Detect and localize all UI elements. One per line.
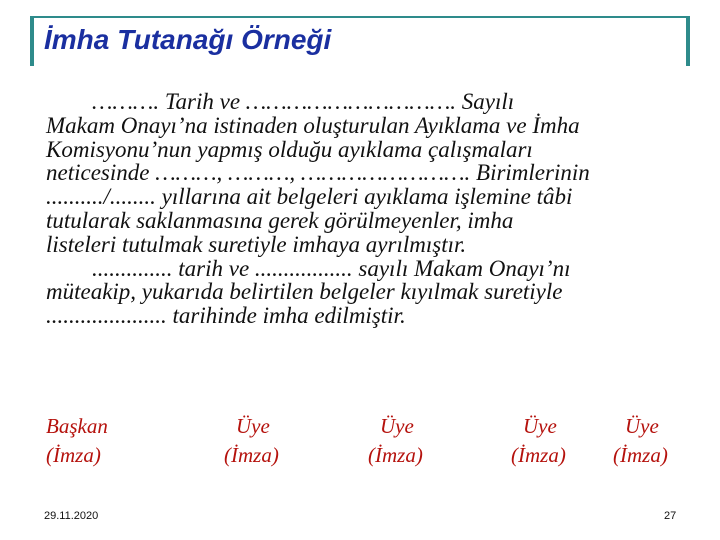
body-line: .............. tarih ve ................. sayılı Makam Onayı’nı (92, 255, 571, 281)
signature-member (368, 412, 423, 470)
signature-role: Üye (523, 414, 557, 438)
body-line: Komisyonu’nun yapmış olduğu ayıklama çalışmaları (46, 136, 533, 162)
body-line: ........../........ yıllarına ait belgeleri ayıklama işlemine tâbi (46, 184, 573, 210)
footer-date: 29.11.2020 (44, 510, 99, 522)
signature-placeholder: (İmza) (368, 443, 423, 467)
signature-member (511, 412, 566, 470)
signature-role: Üye (625, 414, 659, 438)
signature-placeholder: (İmza) (613, 443, 668, 467)
signature-role: Üye (236, 414, 270, 438)
body-line: neticesinde ………, ………, ……………………. Birimlerinin (46, 160, 590, 186)
signature-role: Başkan (46, 414, 108, 438)
body-line: Makam Onayı’na istinaden oluşturulan Ayıklama ve İmha (46, 112, 580, 138)
body-line: ..................... tarihinde imha edilmiştir. (46, 303, 406, 329)
body-line: tutularak saklanmasına gerek görülmeyenler, imha (46, 207, 514, 233)
body-line: müteakip, yukarıda belirtilen belgeler kıyılmak suretiyle (46, 279, 563, 305)
page-number: 27 (664, 510, 677, 522)
document-body (46, 90, 686, 328)
body-line: ………. Tarih ve …………………………. Sayılı (92, 89, 515, 114)
signature-role: Üye (380, 414, 414, 438)
signature-placeholder: (İmza) (224, 443, 279, 467)
title-frame-right-rule (686, 16, 690, 66)
body-line: listeleri tutulmak suretiyle imhaya ayrılmıştır. (46, 231, 467, 257)
signature-block (0, 412, 720, 472)
signature-placeholder: (İmza) (511, 443, 566, 467)
page-title: İmha Tutanağı Örneği (44, 24, 332, 55)
signature-placeholder: (İmza) (46, 443, 101, 467)
signature-member (224, 412, 279, 470)
signature-member (613, 412, 668, 470)
signature-chair (46, 412, 108, 470)
